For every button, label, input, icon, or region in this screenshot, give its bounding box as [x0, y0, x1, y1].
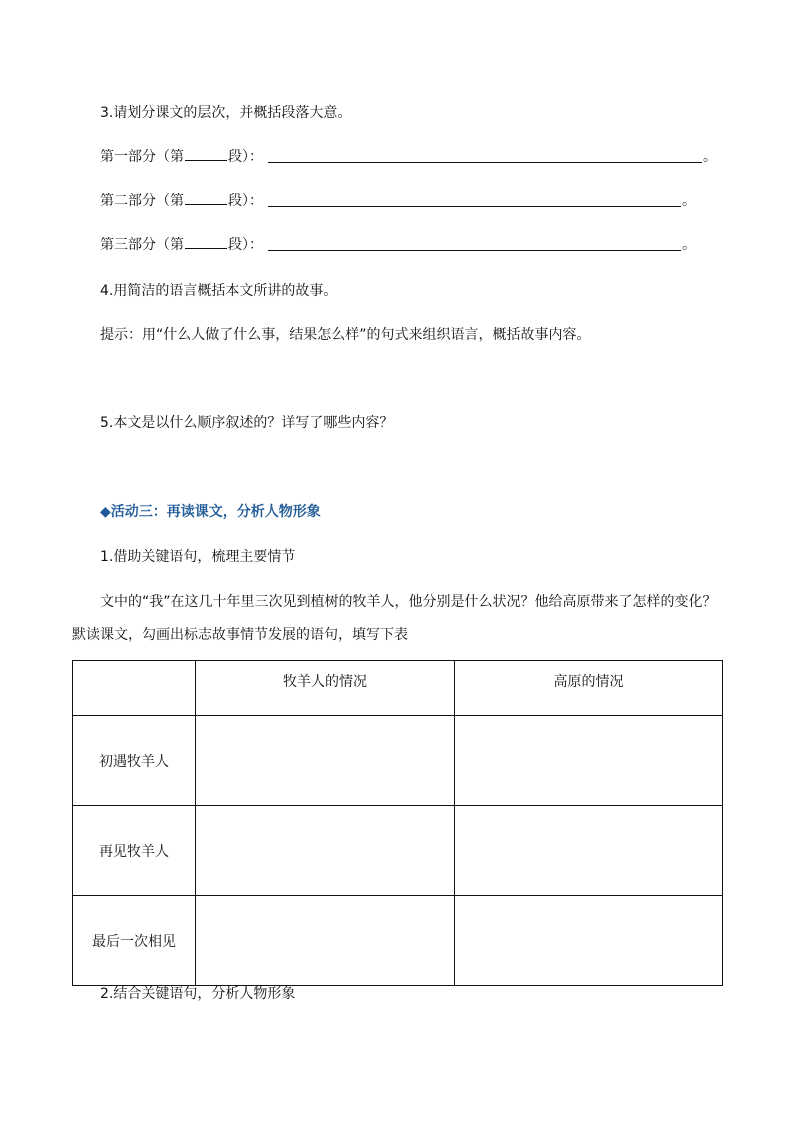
part1-suffix: 段）： [228, 149, 263, 165]
table-row [73, 806, 723, 896]
row-label-first-meeting: 初遇牧羊人 [73, 716, 196, 806]
q5-title: 5.本文是以什么顺序叙述的？详写了哪些内容？ [100, 415, 394, 431]
table-row [73, 716, 723, 806]
activity3-item1-line2: 默读课文，勾画出标志故事情节发展的语句，填写下表 [72, 627, 408, 643]
part2-suffix: 段）： [228, 193, 263, 209]
cell-shepherd-last[interactable] [196, 896, 455, 986]
part1-prefix: 第一部分（第 [100, 149, 184, 165]
row-label-second-meeting: 再见牧羊人 [73, 806, 196, 896]
plot-table [72, 660, 723, 986]
part3-paragraph-blank[interactable] [185, 236, 227, 249]
activity3-item1-line1: 文中的“我”在这几十年里三次见到植树的牧羊人，他分别是什么状况？他给高原带来了怎样的变化？ [100, 594, 717, 610]
part3-suffix: 段）： [228, 237, 263, 253]
part2-prefix: 第二部分（第 [100, 193, 184, 209]
part2-paragraph-blank[interactable] [185, 192, 227, 205]
cell-plateau-first[interactable] [455, 716, 723, 806]
cell-plateau-second[interactable] [455, 806, 723, 896]
table-header-plateau: 高原的情况 [455, 661, 723, 716]
part1-end: 。 [703, 149, 717, 165]
cell-shepherd-first[interactable] [196, 716, 455, 806]
part1-answer-line[interactable] [268, 162, 702, 163]
cell-shepherd-second[interactable] [196, 806, 455, 896]
q3-title: 3.请划分课文的层次，并概括段落大意。 [100, 105, 352, 121]
part3-end: 。 [682, 237, 696, 253]
table-header-empty [73, 661, 196, 716]
cell-plateau-last[interactable] [455, 896, 723, 986]
part1-row [100, 148, 263, 166]
part3-row [100, 236, 263, 254]
table-header-row [73, 661, 723, 716]
activity3-heading: ◆活动三：再读课文，分析人物形象 [100, 504, 321, 520]
part1-paragraph-blank[interactable] [185, 148, 227, 161]
part2-end: 。 [682, 193, 696, 209]
table-row [73, 896, 723, 986]
part3-prefix: 第三部分（第 [100, 237, 184, 253]
part3-answer-line[interactable] [268, 250, 681, 251]
table-header-shepherd: 牧羊人的情况 [196, 661, 455, 716]
activity3-item1-title: 1.借助关键语句，梳理主要情节 [100, 549, 296, 565]
part2-row [100, 192, 263, 210]
activity3-item2-title: 2.结合关键语句，分析人物形象 [100, 986, 296, 1002]
q4-title: 4.用简洁的语言概括本文所讲的故事。 [100, 283, 338, 299]
row-label-last-meeting: 最后一次相见 [73, 896, 196, 986]
part2-answer-line[interactable] [268, 206, 681, 207]
q4-hint: 提示：用“什么人做了什么事，结果怎么样”的句式来组织语言，概括故事内容。 [100, 327, 591, 343]
